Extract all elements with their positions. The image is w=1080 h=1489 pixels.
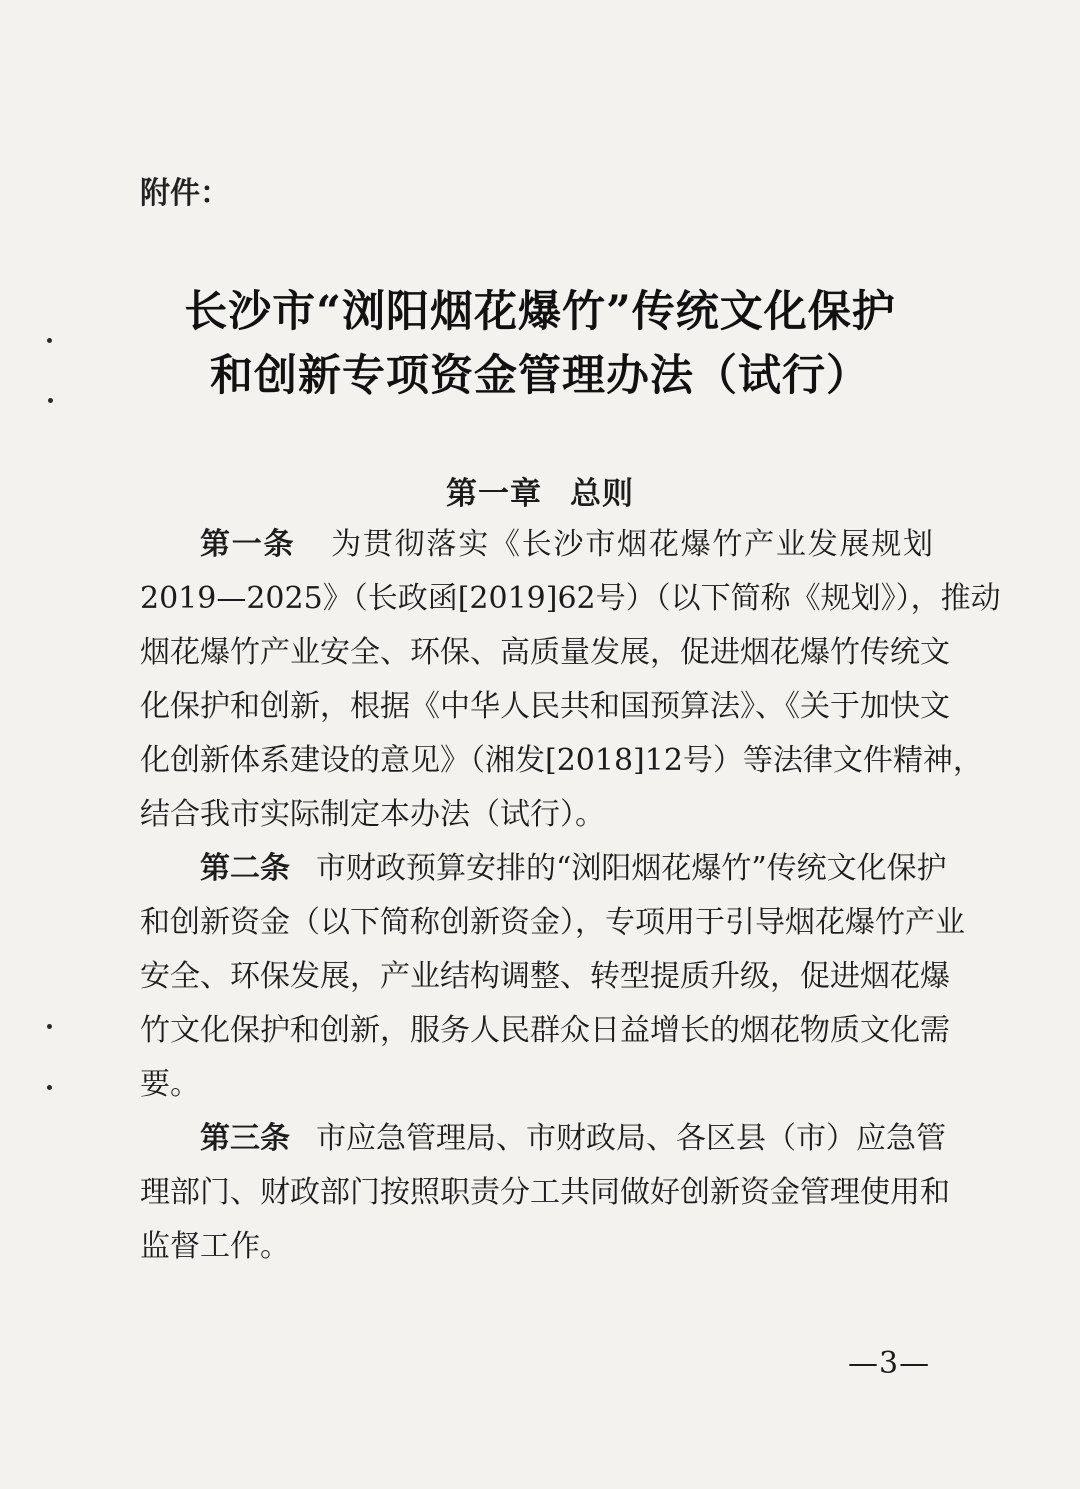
article-1-line-3: 烟花爆竹产业安全、环保、高质量发展，促进烟花爆竹传统文 [140,635,950,670]
chapter-number: 第一章 [446,476,542,512]
article-3-heading: 第三条 [200,1121,290,1156]
article-1-line-6: 结合我市实际制定本办法（试行）。 [140,797,605,832]
article-3-text: 市应急管理局、市财政局、各区县（市）应急管 [316,1121,946,1156]
article-1-line-4: 化保护和创新，根据《中华人民共和国预算法》、《关于加快文 [140,689,950,724]
article-3-line-2: 理部门、财政部门按照职责分工共同做好创新资金管理使用和 [140,1175,950,1210]
document-title-line-1: 长沙市“浏阳烟花爆竹”传统文化保护 [184,287,896,337]
article-1-text: 为贯彻落实《长沙市烟花爆竹产业发展规划 [329,527,934,562]
chapter-heading [0,468,1080,513]
chapter-name: 总则 [570,476,634,512]
article-1-line-2: 2019—2025》（长政函[2019]62号）（以下简称《规划》），推动 [140,581,1001,616]
article-2-line-5: 要。 [140,1067,200,1102]
binding-mark [47,1085,52,1090]
article-3-line-3: 监督工作。 [140,1229,290,1264]
document-title-line-2: 和创新专项资金管理办法（试行） [210,351,870,401]
article-3-line-1 [200,1121,946,1156]
article-2-line-4: 竹文化保护和创新，服务人民群众日益增长的烟花物质文化需 [140,1013,950,1048]
article-1-heading: 第一条 [200,527,296,562]
binding-mark [47,1024,52,1029]
attachment-label: 附件： [140,176,230,211]
page-number: —3— [848,1346,931,1381]
binding-mark [48,398,53,403]
article-1-line-5: 化创新体系建设的意见》（湘发[2018]12号）等法律文件精神， [140,743,983,778]
article-2-heading: 第二条 [200,851,290,886]
article-2-line-1 [200,851,947,886]
article-2-text: 市财政预算安排的“浏阳烟花爆竹”传统文化保护 [316,851,947,886]
article-2-line-2: 和创新资金（以下简称创新资金），专项用于引导烟花爆竹产业 [140,905,965,940]
article-1-line-1 [200,527,934,562]
binding-mark [47,338,52,343]
article-2-line-3: 安全、环保发展，产业结构调整、转型提质升级，促进烟花爆 [140,959,950,994]
